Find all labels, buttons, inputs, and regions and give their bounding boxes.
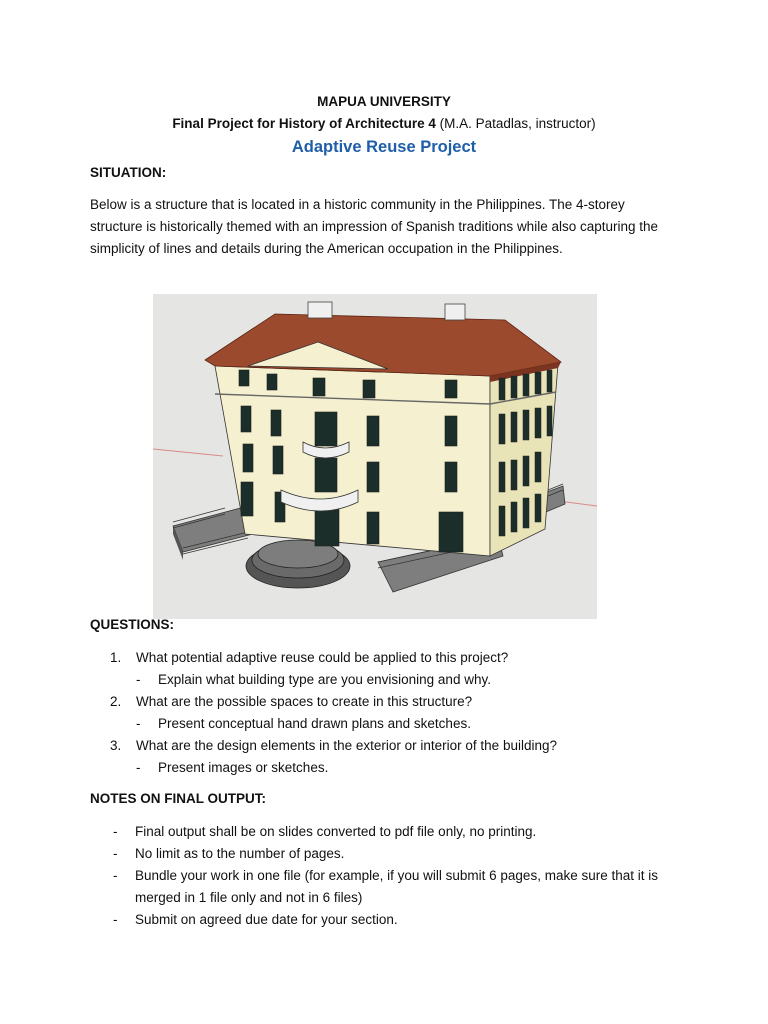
subtitle-instructor: (M.A. Patadlas, instructor) [435,116,596,131]
project-subtitle [0,116,768,131]
building-render-illustration [153,294,597,619]
building-figure [153,294,597,619]
note-4-bullet: - [113,912,118,927]
situation-paragraph: Below is a structure that is located in a historic community in the Philippines. The 4-storey structure is historically themed with an impression of Spanish traditions while also capturing the simplicity of lines and details during the American occupation in the Philippines. [90,197,659,256]
question-3-subtext: Present images or sketches. [158,760,329,775]
questions-heading: QUESTIONS: [90,617,175,632]
question-2-text: What are the possible spaces to create in this structure? [136,694,473,709]
university-name: MAPUA UNIVERSITY [317,94,451,109]
question-1-subtext: Explain what building type are you envisioning and why. [158,672,491,687]
question-1-sub-bullet: - [136,672,141,687]
question-3-sub-bullet: - [136,760,141,775]
note-3-text: Bundle your work in one file (for example, if you will submit 6 pages, make sure that it is merged in 1 file only and not in 6 files) [135,868,658,905]
note-1-text: Final output shall be on slides converted to pdf file only, no printing. [135,824,537,839]
note-2-text: No limit as to the number of pages. [135,846,345,861]
question-3-number: 3. [110,738,122,753]
subtitle-course: Final Project for History of Architecture 4 [172,116,436,131]
question-3-text: What are the design elements in the exterior or interior of the building? [136,738,557,753]
note-4-text: Submit on agreed due date for your section. [135,912,398,927]
note-3-bullet: - [113,868,118,883]
note-1-bullet: - [113,824,118,839]
question-1-number: 1. [110,650,122,665]
question-2-sub-bullet: - [136,716,141,731]
question-2-subtext: Present conceptual hand drawn plans and sketches. [158,716,471,731]
question-2-number: 2. [110,694,122,709]
situation-heading: SITUATION: [90,165,167,180]
note-2-bullet: - [113,846,118,861]
project-title: Adaptive Reuse Project [291,138,477,156]
question-1-text: What potential adaptive reuse could be applied to this project? [136,650,509,665]
notes-heading: NOTES ON FINAL OUTPUT: [90,791,267,806]
